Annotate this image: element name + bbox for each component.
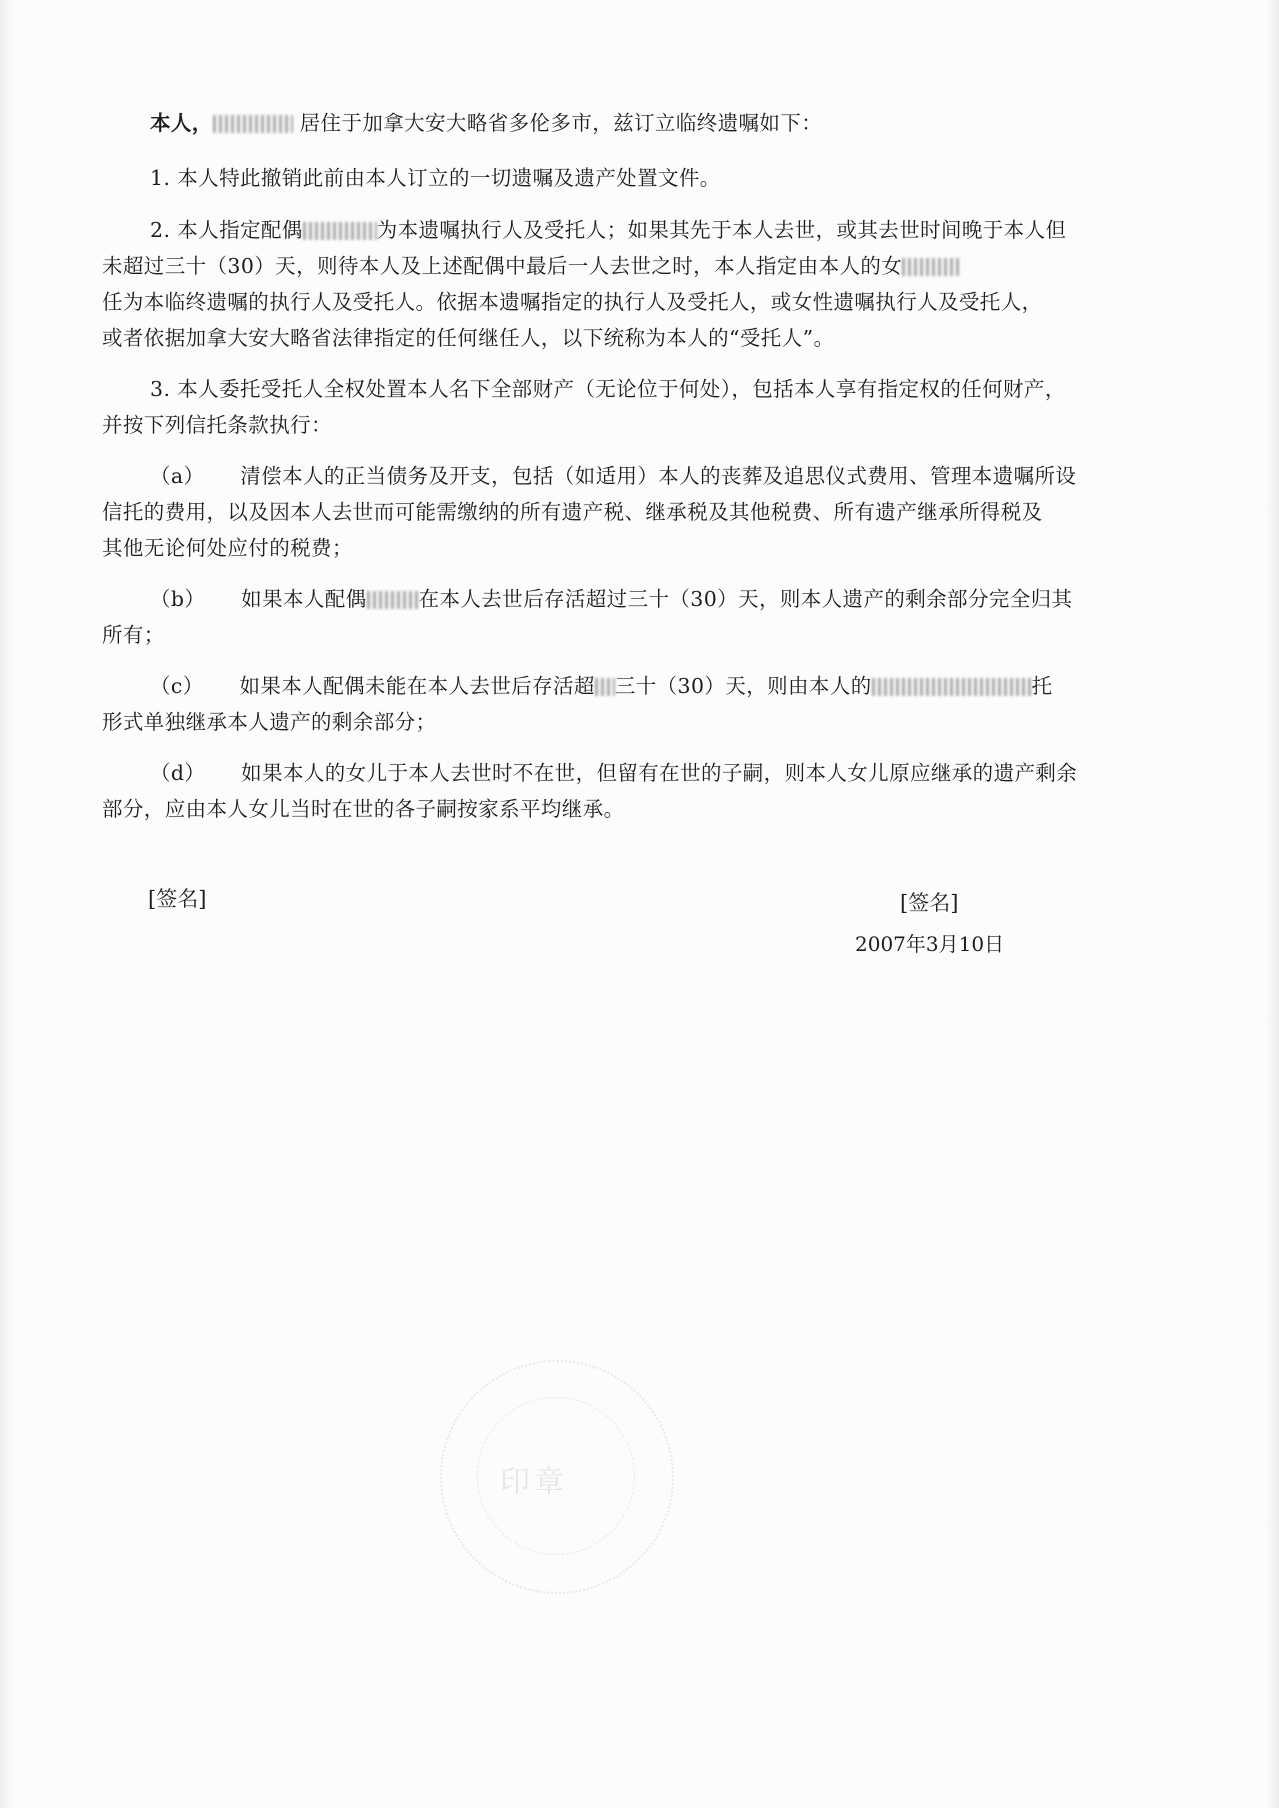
clause-3-line-1: 3. 本人委托受托人全权处置本人名下全部财产（无论位于何处），包括本人享有指定权的任何财产， (150, 377, 1066, 401)
item-d-marker: （d） (150, 761, 206, 785)
item-c-marker: （c） (150, 674, 204, 698)
clause-2-text-b: 为本遗嘱执行人及受托人；如果其先于本人去世，或其去世时间晚于本人但 (376, 218, 1067, 242)
clause-2-line-2 (102, 251, 962, 281)
item-d-line-2: 部分，应由本人女儿当时在世的各子嗣按家系平均继承。 (102, 797, 625, 821)
redacted-text-c1 (595, 678, 615, 696)
redacted-daughter-name (902, 258, 962, 276)
redacted-spouse-name-b (367, 591, 419, 609)
item-b-line-1 (150, 584, 1072, 614)
item-d-text: 如果本人的女儿于本人去世时不在世，但留有在世的子嗣，则本人女儿原应继承的遗产剩余 (241, 761, 1078, 785)
redacted-spouse-name (303, 222, 377, 240)
item-a-marker: （a） (150, 464, 205, 488)
intro-label: 本人， (150, 111, 213, 135)
clause-3-line-2: 并按下列信托条款执行： (102, 413, 332, 437)
clause-2-text-c: 未超过三十（30）天，则待本人及上述配偶中最后一人去世之时，本人指定由本人的女 (102, 254, 903, 278)
item-c-text-a: 如果本人配偶未能在本人去世后存活超 (239, 674, 595, 698)
item-c-text-c: 托 (1031, 674, 1053, 698)
signature-right: [签名] (900, 891, 959, 915)
item-b-text-b: 在本人去世后存活超过三十（30）天，则本人遗产的剩余部分完全归其 (418, 587, 1073, 611)
item-b-text-a: 如果本人配偶 (241, 587, 367, 611)
page-edge-right (1265, 0, 1279, 1808)
intro-line (150, 108, 822, 138)
intro-text: 居住于加拿大安大略省多伦多市，兹订立临终遗嘱如下： (299, 111, 823, 135)
item-b-line-2: 所有； (102, 623, 165, 647)
clause-2-text-a: 2. 本人指定配偶 (150, 218, 303, 242)
signature-left: [签名] (148, 887, 207, 911)
item-a-text: 清偿本人的正当债务及开支，包括（如适用）本人的丧葬及追思仪式费用、管理本遗嘱所设 (240, 464, 1077, 488)
redacted-text-c2 (872, 678, 1032, 696)
clause-2-line-4: 或者依据加拿大安大略省法律指定的任何继任人，以下统称为本人的“受托人”。 (102, 326, 835, 350)
clause-1: 1. 本人特此撤销此前由本人订立的一切遗嘱及遗产处置文件。 (150, 166, 721, 190)
item-c-line-1 (150, 671, 1053, 701)
seal-text: 印章 (500, 1465, 568, 1500)
clause-2-line-3: 任为本临终遗嘱的执行人及受托人。依据本遗嘱指定的执行人及受托人，或女性遗嘱执行人及受托人， (102, 290, 1043, 314)
item-d-line-1 (150, 758, 1077, 788)
item-a-line-2: 信托的费用，以及因本人去世而可能需缴纳的所有遗产税、继承税及其他税费、所有遗产继承所得税及 (102, 500, 1043, 524)
signature-date: 2007年3月10日 (855, 932, 1005, 956)
clause-2-line-1 (150, 215, 1066, 245)
item-b-marker: （b） (150, 587, 206, 611)
redacted-name (213, 115, 293, 133)
page-edge-left (0, 0, 14, 1808)
item-a-line-1 (150, 461, 1076, 491)
item-c-text-b: 三十（30）天，则由本人的 (614, 674, 872, 698)
embossed-seal (440, 1360, 674, 1594)
item-a-line-3: 其他无论何处应付的税费； (102, 536, 353, 560)
item-c-line-2: 形式单独继承本人遗产的剩余部分； (102, 710, 437, 734)
